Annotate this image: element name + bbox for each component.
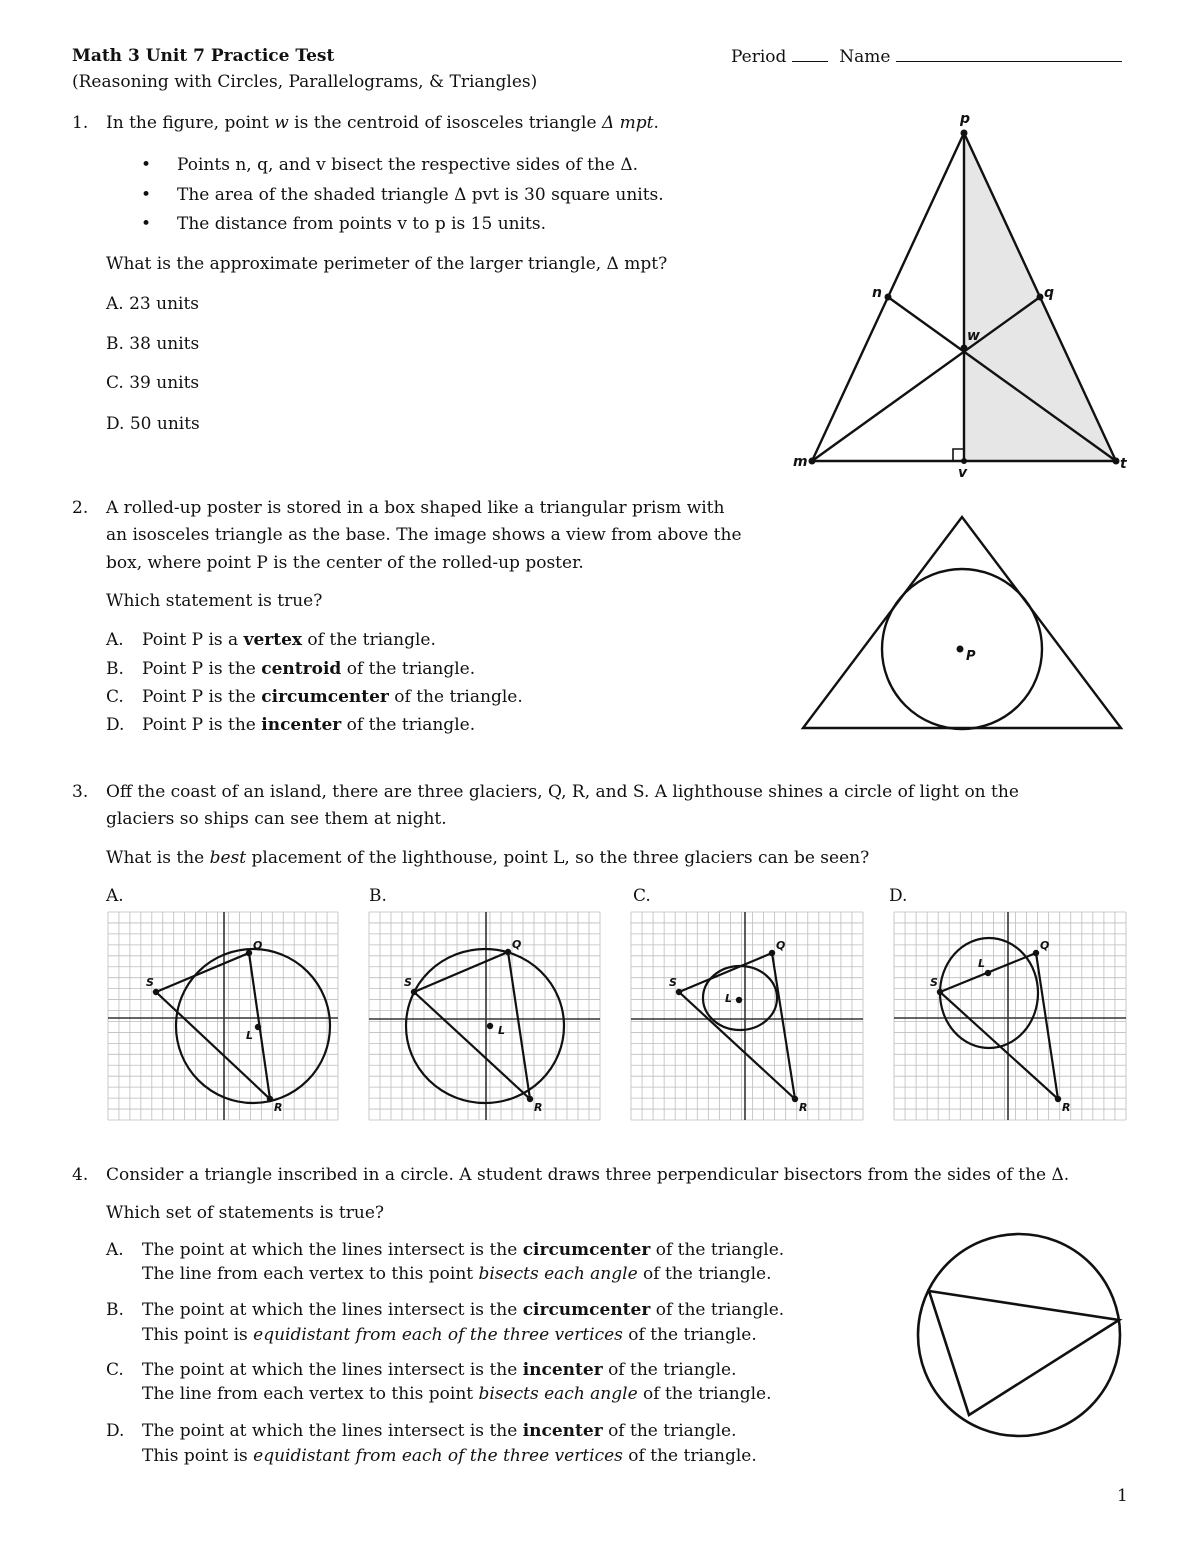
label-q: q xyxy=(1044,285,1055,301)
label-S: S xyxy=(669,976,677,989)
label-p: p xyxy=(960,111,971,127)
q2-stem-3: box, where point P is the center of the rolled-up poster. xyxy=(106,553,584,573)
q1-choice-a[interactable]: A. 23 units xyxy=(106,294,200,314)
q3-stem-1: Off the coast of an island, there are three glaciers, Q, R, and S. A lighthouse shines a circle of light on the xyxy=(106,782,1019,802)
inscribed-triangle xyxy=(929,1291,1119,1415)
q1-question: What is the approximate perimeter of the larger triangle, Δ mpt? xyxy=(106,254,668,274)
q1-choice-d[interactable]: D. 50 units xyxy=(106,414,200,434)
q1-bullet-3: • The distance from points v to p is 15 units. xyxy=(177,214,546,234)
q2-choice-a[interactable]: A. Point P is a vertex of the triangle. xyxy=(106,630,436,650)
label-S: S xyxy=(404,976,412,989)
label-R: R xyxy=(1062,1101,1071,1114)
q2-stem-1: A rolled-up poster is stored in a box shaped like a triangular prism with xyxy=(106,498,725,518)
q1-choice-b[interactable]: B. 38 units xyxy=(106,334,200,354)
label-v: v xyxy=(958,465,968,481)
q3-option-a-label[interactable]: A. xyxy=(106,886,124,906)
q3-option-b-label[interactable]: B. xyxy=(369,886,387,906)
q4-question: Which set of statements is true? xyxy=(106,1203,385,1223)
label-L: L xyxy=(246,1029,254,1042)
q2-question: Which statement is true? xyxy=(106,591,323,611)
q3-number: 3. xyxy=(72,782,89,802)
q2-choice-c[interactable]: C. Point P is the circumcenter of the triangle. xyxy=(106,687,523,707)
q2-choice-d[interactable]: D. Point P is the incenter of the triangle. xyxy=(106,715,476,735)
q4-choice-c[interactable]: C. The point at which the lines intersect is the incenter of the triangle. The line from each vertex to this point bisects each angle of the triangle. xyxy=(106,1360,772,1404)
q2-number: 2. xyxy=(72,498,89,518)
name-label: Name xyxy=(839,47,891,67)
q1-number: 1. xyxy=(72,113,89,133)
q1-bullet-1: • Points n, q, and v bisect the respective sides of the Δ. xyxy=(177,155,638,175)
label-L: L xyxy=(498,1024,506,1037)
q1-choice-c[interactable]: C. 39 units xyxy=(106,373,200,393)
q2-stem-2: an isosceles triangle as the base. The image shows a view from above the xyxy=(106,525,742,545)
label-R: R xyxy=(799,1101,808,1114)
label-n: n xyxy=(872,285,882,301)
q3-option-c-label[interactable]: C. xyxy=(633,886,651,906)
test-subtitle: (Reasoning with Circles, Parallelograms, & Triangles) xyxy=(72,72,538,92)
q3-question: What is the best placement of the lighthouse, point L, so the three glaciers can be seen? xyxy=(106,848,870,868)
q3-option-d-label[interactable]: D. xyxy=(889,886,908,906)
q4-choice-a[interactable]: A. The point at which the lines intersect is the circumcenter of the triangle. The line from each vertex to this point bisects each angle of the triangle. xyxy=(106,1240,785,1284)
label-Q: Q xyxy=(512,938,522,951)
label-S: S xyxy=(146,976,154,989)
q3-stem-2: glaciers so ships can see them at night. xyxy=(106,809,447,829)
label-m: m xyxy=(793,454,808,470)
label-L: L xyxy=(978,957,986,970)
circumscribed-circle xyxy=(918,1234,1120,1436)
q4-stem: Consider a triangle inscribed in a circle. A student draws three perpendicular bisectors from the sides of the Δ. xyxy=(106,1165,1070,1185)
test-title: Math 3 Unit 7 Practice Test xyxy=(72,46,335,66)
label-Q: Q xyxy=(253,939,263,952)
q4-number: 4. xyxy=(72,1165,89,1185)
q4-choice-d[interactable]: D. The point at which the lines intersect is the incenter of the triangle. This point is equidistant from each of the three vertices of the triangle. xyxy=(106,1421,757,1466)
label-w: w xyxy=(967,328,980,344)
label-L: L xyxy=(725,992,733,1005)
label-S: S xyxy=(930,976,938,989)
q1-stem: In the figure, point w is the centroid of isosceles triangle Δ mpt. xyxy=(106,113,659,133)
label-R: R xyxy=(534,1101,543,1114)
label-t: t xyxy=(1120,456,1127,472)
label-Q: Q xyxy=(776,939,786,952)
page-number: 1 xyxy=(1117,1486,1128,1506)
label-R: R xyxy=(274,1101,283,1114)
label-Q: Q xyxy=(1040,939,1050,952)
q4-choice-b[interactable]: B. The point at which the lines intersect is the circumcenter of the triangle. This point is equidistant from each of the three vertices of the triangle. xyxy=(106,1300,785,1345)
q2-choice-b[interactable]: B. Point P is the centroid of the triangle. xyxy=(106,659,476,679)
label-P: P xyxy=(966,649,976,664)
q1-bullet-2: • The area of the shaded triangle Δ pvt is 30 square units. xyxy=(177,185,664,205)
period-label: Period xyxy=(731,47,787,67)
